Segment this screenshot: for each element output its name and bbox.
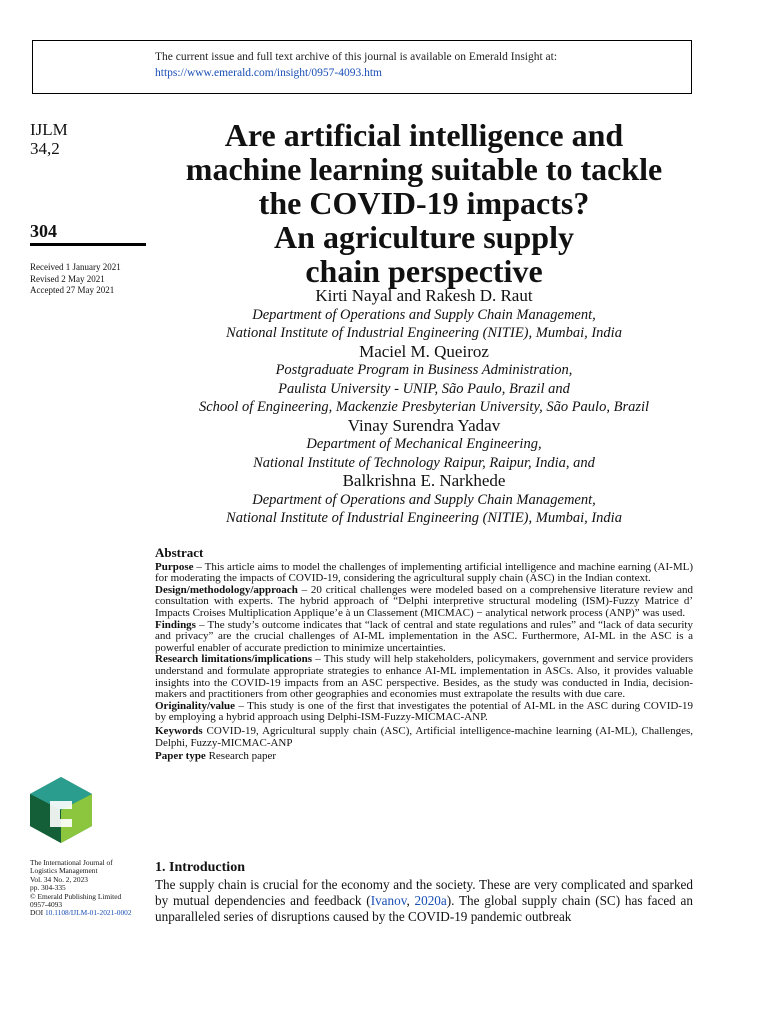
research-label: Research limitations/implications bbox=[155, 653, 313, 666]
purpose-label: Purpose bbox=[155, 560, 194, 573]
authors-block bbox=[150, 287, 698, 528]
doi-link[interactable]: 10.1108/IJLM-01-2021-0002 bbox=[44, 908, 132, 918]
abstract-heading: Abstract bbox=[155, 545, 204, 560]
journal-info bbox=[30, 859, 132, 918]
paper-type-label: Paper type bbox=[155, 750, 206, 763]
author-affiliation: School of Engineering, Mackenzie Presbyterian University, São Paulo, Brazil bbox=[198, 399, 650, 415]
citation-year-link[interactable]: 2020a bbox=[414, 893, 447, 909]
author-affiliation: Department of Operations and Supply Chain Management, bbox=[252, 306, 596, 323]
journal-pages: pp. 304-335 bbox=[30, 883, 66, 893]
intro-paragraph bbox=[155, 877, 693, 926]
abstract-research-limitations bbox=[155, 654, 693, 700]
abstract-findings bbox=[155, 620, 693, 655]
author-affiliation: Paulista University - UNIP, São Paulo, Brazil and bbox=[278, 380, 570, 397]
doi-label: DOI bbox=[30, 908, 45, 918]
journal-name-line: The International Journal of bbox=[30, 858, 113, 867]
purpose-text: – This article aims to model the challenges of implementing artificial intelligence and machine earning (AI-ML) for moderating the impacts of COVID-19, considering the agricultural supply chain (ASC) in the Indian context. bbox=[155, 560, 693, 585]
journal-copyright: © Emerald Publishing Limited bbox=[30, 891, 122, 901]
author-affiliation: National Institute of Technology Raipur, Raipur, India, and bbox=[253, 454, 595, 471]
journal-name-line: Logistics Management bbox=[30, 866, 98, 876]
title-line: machine learning suitable to tackle bbox=[185, 151, 663, 187]
intro-heading: 1. Introduction bbox=[155, 860, 245, 875]
abstract-paper-type bbox=[155, 751, 693, 763]
author-affiliation: National Institute of Industrial Engineering (NITIE), Mumbai, India bbox=[226, 325, 622, 341]
journal-code bbox=[30, 120, 68, 158]
author-name: Kirti Nayal and Rakesh D. Raut bbox=[315, 286, 533, 305]
abstract-design bbox=[155, 585, 693, 620]
author-name: Balkrishna E. Narkhede bbox=[342, 471, 506, 490]
research-text: – This study will help stakeholders, policymakers, government and service providers understand and formulate appropriate strategies to enhance AI-ML implementation in ASCs. Also, it provides valuable insights into the COVID-19 impacts from an ASC perspective. Besides, as the study was conducted in India, decision-makers and practitioners from other geographies and economies must extrapolate the results with due care. bbox=[155, 653, 693, 701]
title-line: An agriculture supply bbox=[274, 219, 574, 255]
page-number-rule bbox=[30, 243, 146, 246]
received-date: Received 1 January 2021 bbox=[30, 262, 121, 272]
paper-type-text: Research paper bbox=[205, 750, 277, 763]
accepted-date: Accepted 27 May 2021 bbox=[30, 285, 115, 295]
journal-doi bbox=[30, 909, 132, 917]
abstract-keywords bbox=[155, 726, 693, 749]
findings-text: – The study’s outcome indicates that “lack of central and state regulations and rules” and “lack of data security and privacy” are the crucial challenges of AI-ML implementation in the ASC. Furthermore, AI-ML in the ASC is a powerful enabler of accurate prediction to minimize uncertainties. bbox=[155, 618, 693, 654]
journal-availability-banner bbox=[32, 40, 692, 94]
author-name: Vinay Surendra Yadav bbox=[347, 415, 501, 435]
originality-label: Originality/value bbox=[155, 699, 236, 712]
article-title bbox=[150, 118, 698, 288]
citation-separator: , bbox=[406, 893, 415, 909]
abstract-purpose bbox=[155, 562, 693, 585]
page-number: 304 bbox=[30, 221, 57, 241]
intro-text: The supply chain is crucial for the economy and the society. These are very complicated and sparked by mutual dependencies and feedback ( bbox=[155, 877, 693, 909]
author-name: Maciel M. Queiroz bbox=[359, 341, 489, 361]
keywords-text: COVID-19, Agricultural supply chain (ASC), Artificial intelligence-machine learning (AI-ML), Challenges, Delphi, Fuzzy-MICMAC-ANP bbox=[155, 724, 693, 749]
keywords-label: Keywords bbox=[155, 724, 203, 737]
findings-label: Findings bbox=[155, 618, 196, 631]
title-line: chain perspective bbox=[305, 253, 543, 289]
journal-issn: 0957-4093 bbox=[30, 900, 63, 910]
volume-issue: 34,2 bbox=[30, 139, 60, 158]
author-affiliation: Postgraduate Program in Business Administration, bbox=[275, 362, 573, 378]
design-text: – 20 critical challenges were modeled based on a comprehensive literature review and consultation with experts. The hybrid approach of “Delphi interpretive structural modeling (ISM)-Fuzzy Matrice d’ Impacts Croises Multiplication Applique’e à un Classement (MICMAC) − analytical network process (ANP)” was used. bbox=[155, 583, 693, 619]
citation-author-link[interactable]: Ivanov bbox=[370, 893, 407, 909]
originality-text: – This study is one of the first that investigates the potential of AI-ML in the ASC during COVID-19 by employing a hybrid approach using Delphi-ISM-Fuzzy-MICMAC-ANP. bbox=[155, 699, 693, 724]
journal-volume: Vol. 34 No. 2, 2023 bbox=[30, 874, 88, 884]
author-affiliation: Department of Operations and Supply Chain Management, bbox=[252, 491, 596, 508]
journal-abbrev: IJLM bbox=[30, 120, 68, 139]
author-affiliation: National Institute of Industrial Engineering (NITIE), Mumbai, India bbox=[226, 510, 622, 526]
author-affiliation: Department of Mechanical Engineering, bbox=[306, 436, 542, 452]
abstract-section bbox=[155, 547, 693, 763]
intro-text: ). The global supply chain (SC) has faced an unparalleled series of disruptions caused by the COVID-19 pandemic outbreak bbox=[155, 893, 693, 925]
journal-url-link[interactable]: https://www.emerald.com/insight/0957-4093.htm bbox=[155, 67, 382, 79]
revised-date: Revised 2 May 2021 bbox=[30, 273, 105, 284]
journal-logo-icon bbox=[30, 777, 92, 843]
title-line: Are artificial intelligence and bbox=[224, 117, 624, 153]
title-line: the COVID-19 impacts? bbox=[258, 185, 590, 221]
abstract-originality bbox=[155, 701, 693, 724]
design-label: Design/methodology/approach bbox=[155, 583, 298, 596]
banner-text: The current issue and full text archive of this journal is available on Emerald Insight at: bbox=[155, 51, 558, 63]
article-dates bbox=[30, 262, 121, 297]
